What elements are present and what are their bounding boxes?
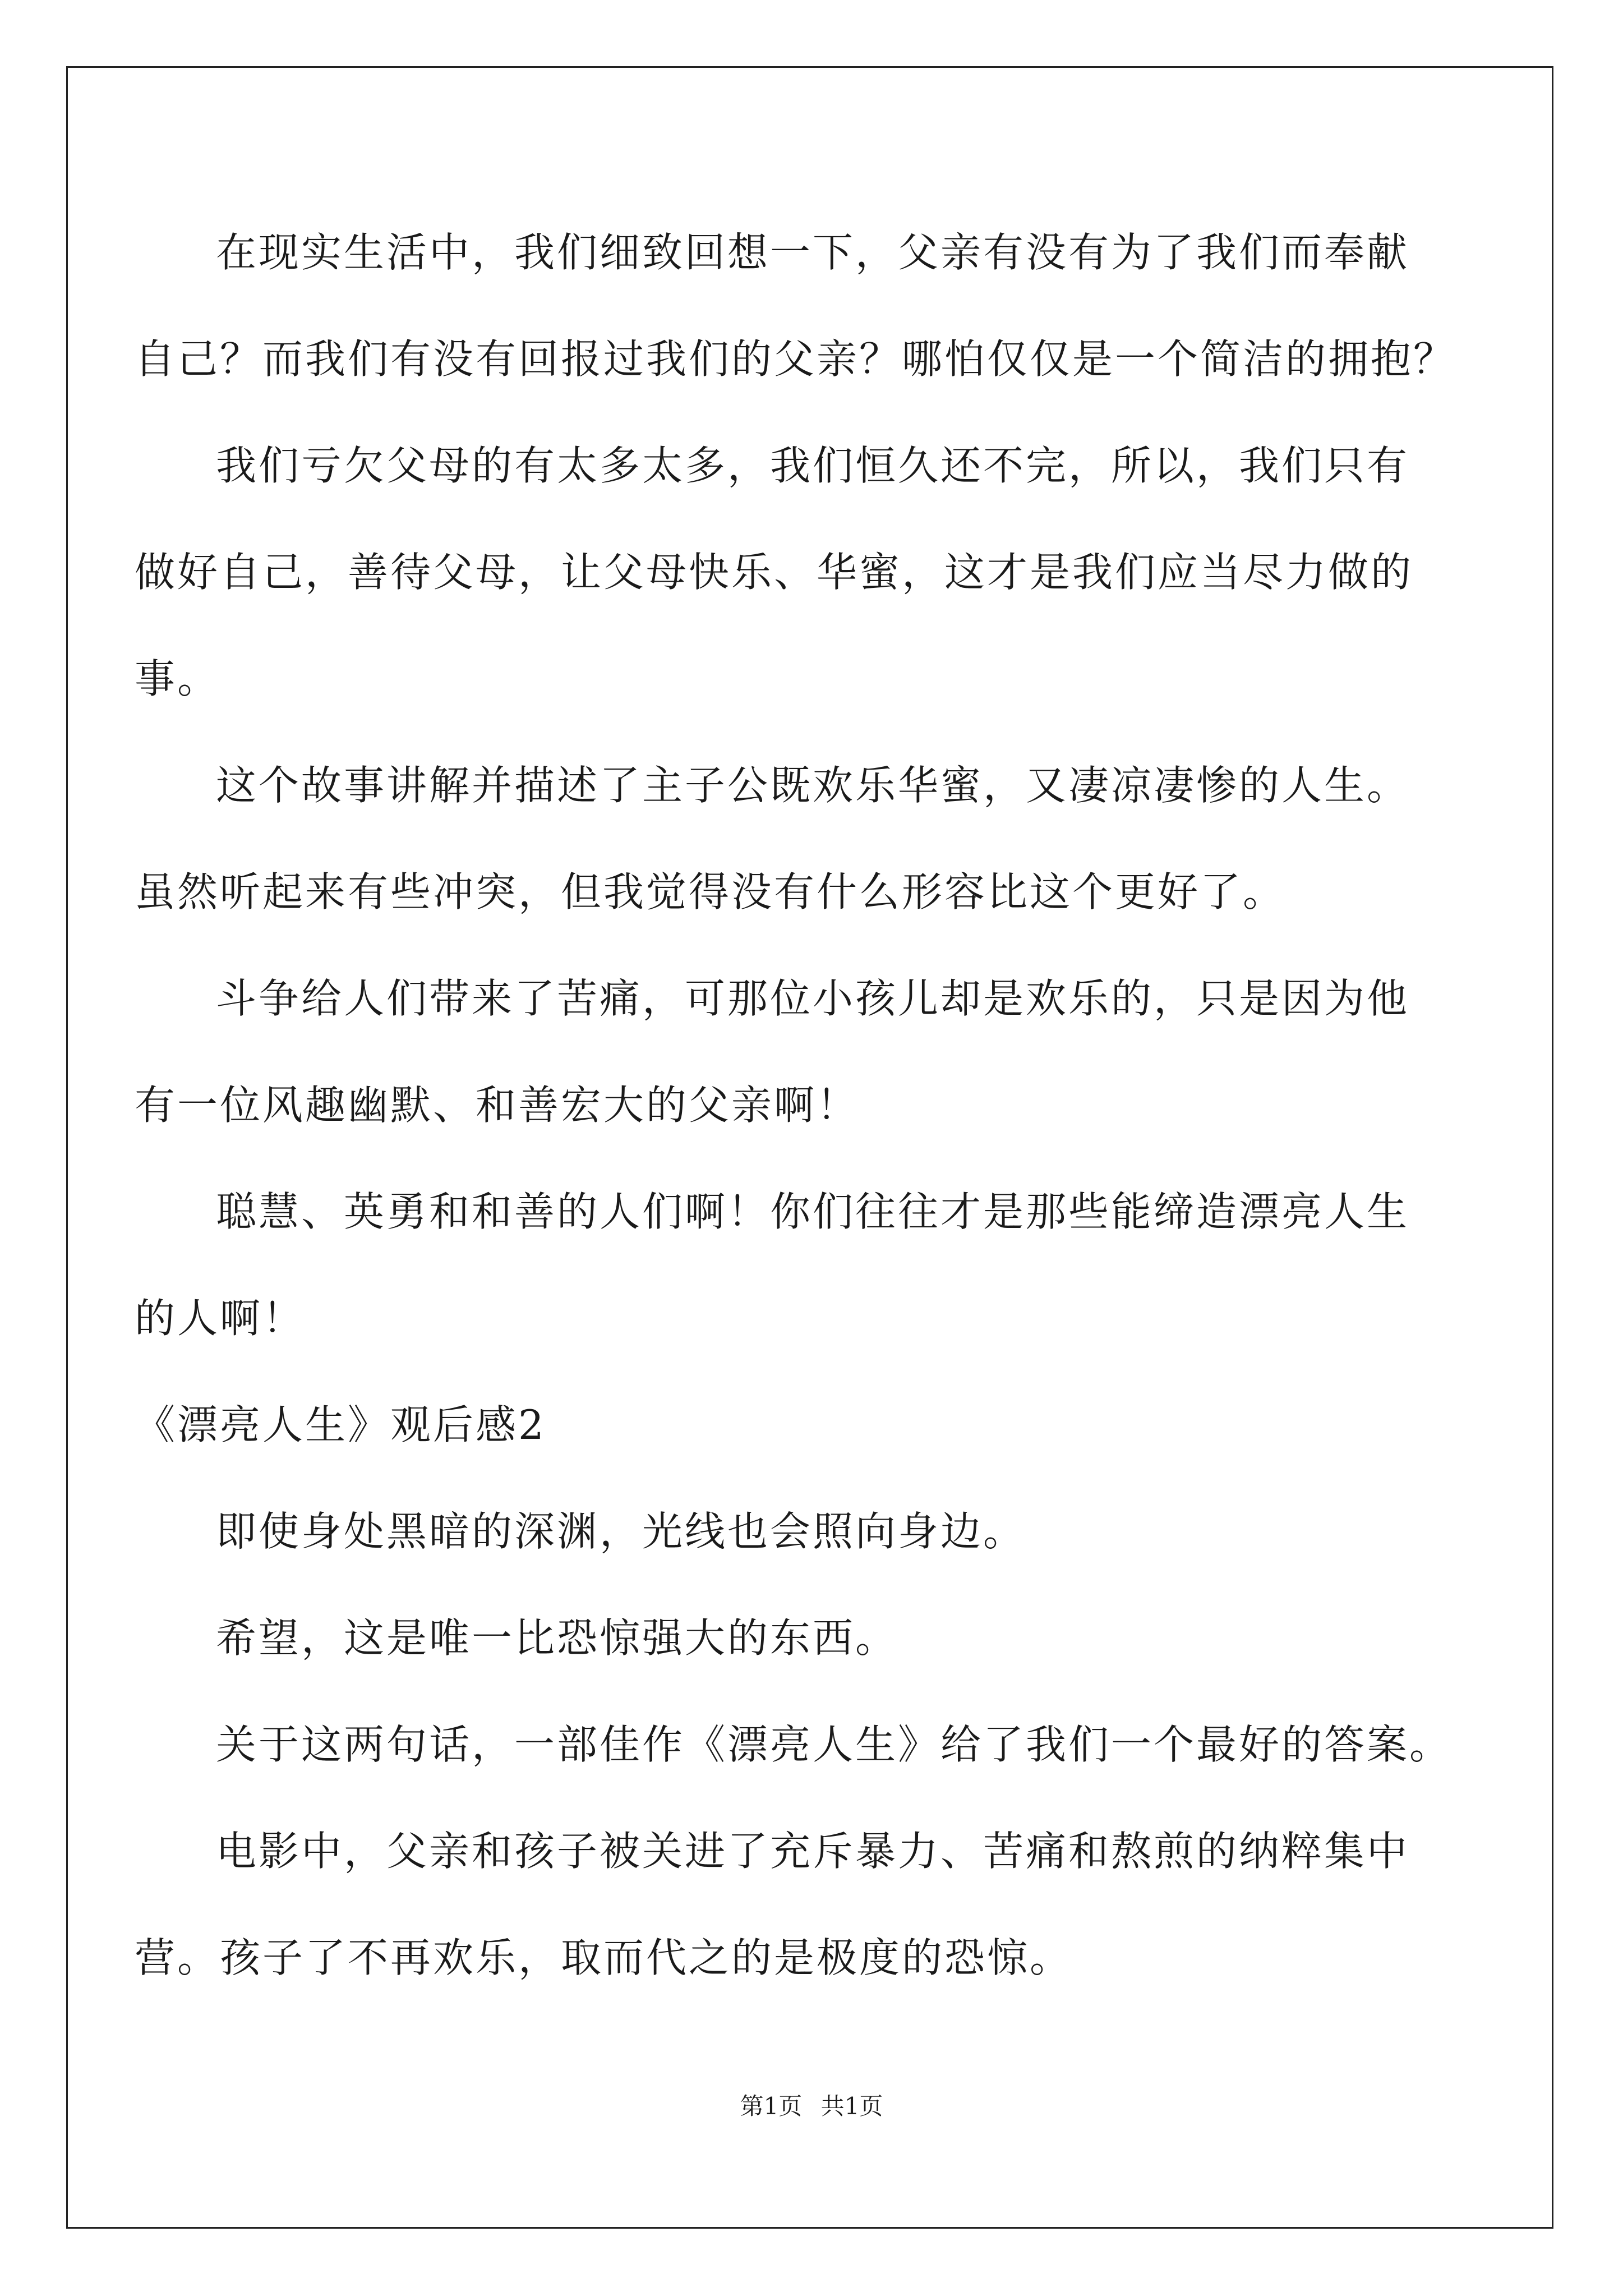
paragraph-line: 希望，这是唯一比恐惊强大的东西。: [216, 1614, 898, 1662]
paragraph-line: 做好自己，善待父母，让父母快乐、华蜜，这才是我们应当尽力做的: [135, 549, 1414, 596]
paragraph-line: 我们亏欠父母的有太多太多，我们恒久还不完，所以，我们只有: [216, 442, 1410, 489]
page-number-current: 第1页: [740, 2092, 803, 2120]
paragraph-line: 即使身处黑暗的深渊，光线也会照向身边。: [216, 1508, 1026, 1555]
paragraph-line: 虽然听起来有些冲突，但我觉得没有什么形容比这个更好了。: [135, 868, 1286, 915]
section-heading: 《漂亮人生》观后感2: [135, 1401, 546, 1448]
paragraph-line: 自己？而我们有没有回报过我们的父亲？哪怕仅仅是一个简洁的拥抱？: [135, 335, 1456, 383]
paragraph-line: 的人啊！: [135, 1295, 306, 1342]
paragraph-line: 这个故事讲解并描述了主子公既欢乐华蜜，又凄凉凄惨的人生。: [216, 762, 1410, 809]
paragraph-line: 斗争给人们带来了苦痛，可那位小孩儿却是欢乐的，只是因为他: [216, 975, 1410, 1022]
paragraph-line: 营。孩子了不再欢乐，取而代之的是极度的恐惊。: [135, 1934, 1073, 1981]
paragraph-line: 事。: [135, 655, 220, 702]
paragraph-line: 关于这两句话，一部佳作《漂亮人生》给了我们一个最好的答案。: [216, 1721, 1453, 1768]
paragraph-line: 电影中，父亲和孩子被关进了充斥暴力、苦痛和熬煎的纳粹集中: [216, 1828, 1410, 1875]
paragraph-line: 有一位风趣幽默、和善宏大的父亲啊！: [135, 1082, 860, 1129]
paragraph-line: 在现实生活中，我们细致回想一下，父亲有没有为了我们而奉献: [216, 229, 1410, 276]
page-footer: [0, 2092, 1623, 2120]
page-number-total: 共1页: [820, 2092, 883, 2120]
paragraph-line: 聪慧、英勇和和善的人们啊！你们往往才是那些能缔造漂亮人生: [216, 1188, 1410, 1235]
page-border: [66, 66, 1553, 2229]
